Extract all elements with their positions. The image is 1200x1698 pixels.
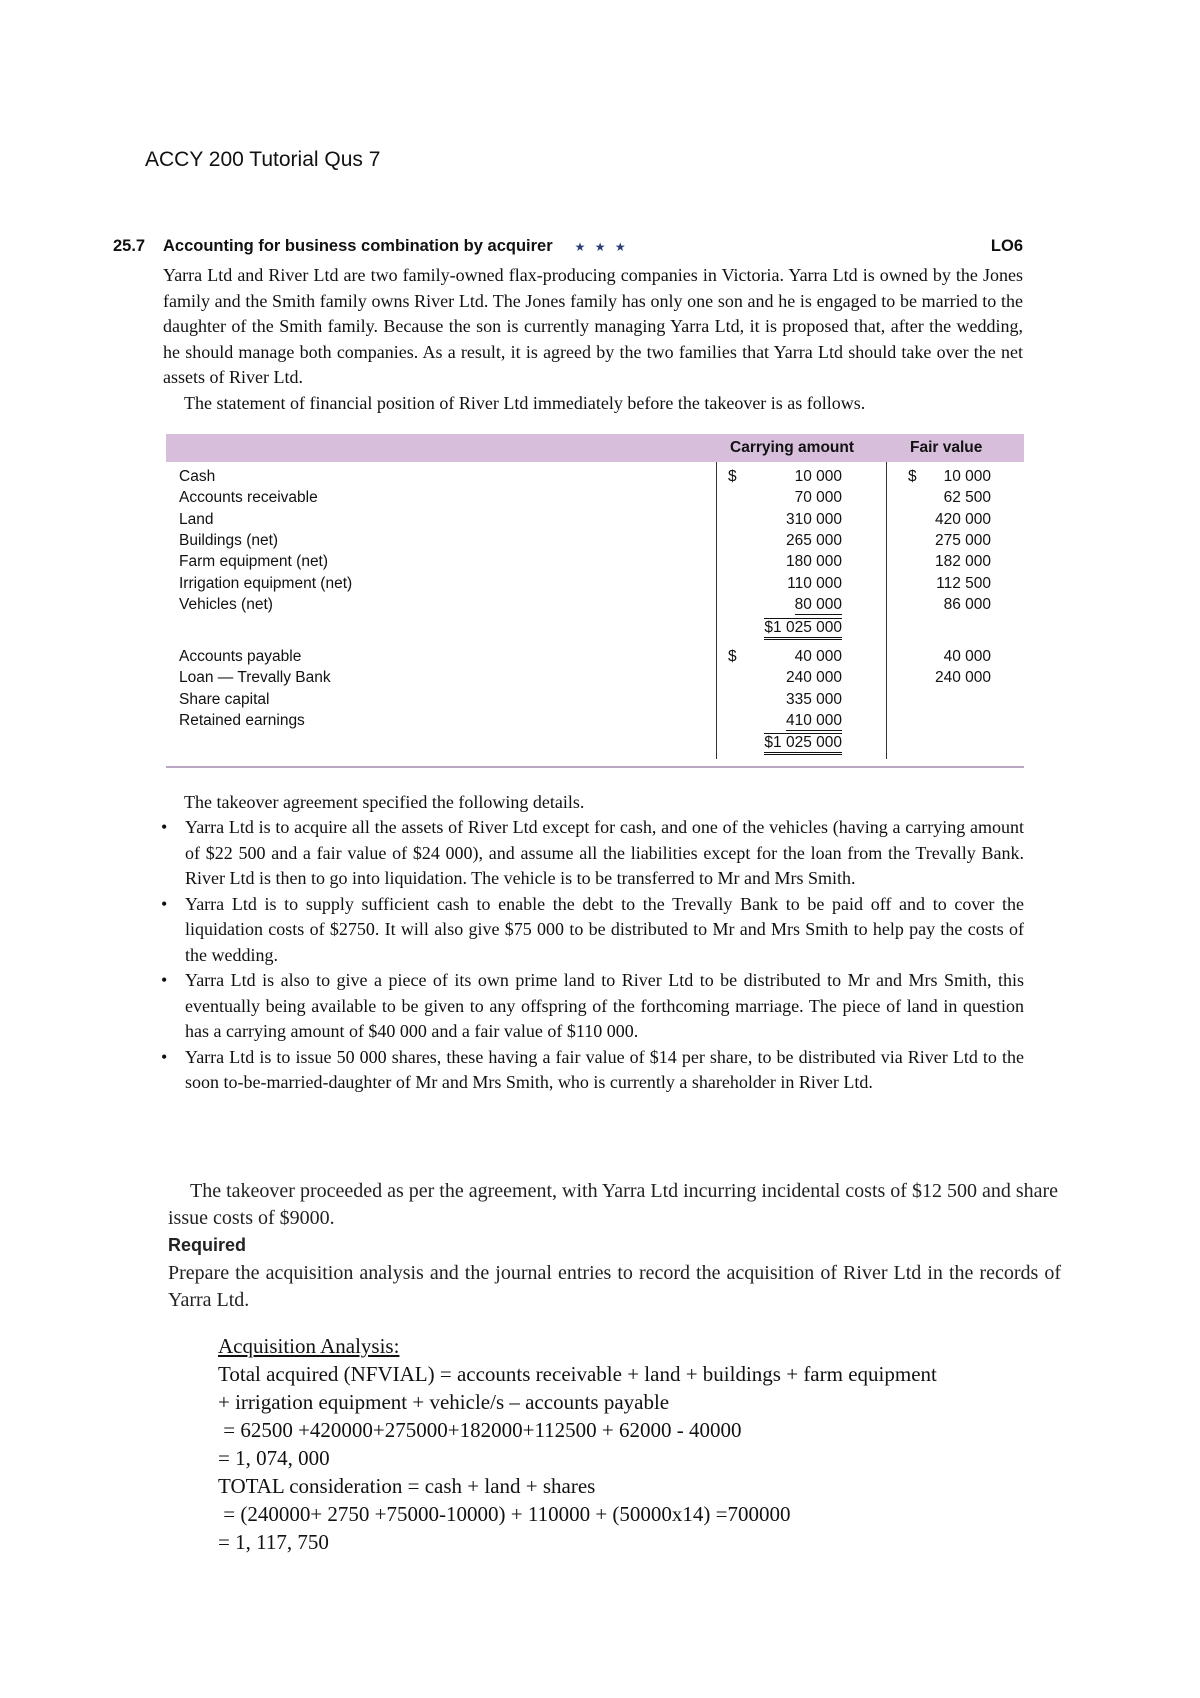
row-label: Land bbox=[179, 511, 214, 528]
carrying-value: 310 000 bbox=[785, 511, 842, 528]
fair-value: 86 000 bbox=[943, 596, 991, 613]
table-row bbox=[166, 712, 1024, 733]
question-title bbox=[163, 237, 629, 256]
carrying-value: 180 000 bbox=[785, 553, 842, 570]
carrying-value: 40 000 bbox=[794, 648, 842, 665]
list-item: • Yarra Ltd is to acquire all the assets of River Ltd except for cash, and one of the vehicles (having a carrying amount of $22 500 and a fair value of $24 000), and assume all the liabilities except for the loan from the Trevally Bank. River Ltd is then to go into liquidation. The vehicle is to be transferred to Mr and Mrs Smith. bbox=[158, 815, 1024, 892]
carrying-value: 80 000 bbox=[794, 596, 842, 613]
fair-value: 420 000 bbox=[934, 511, 991, 528]
row-label: Irrigation equipment (net) bbox=[179, 575, 353, 592]
carrying-value: 335 000 bbox=[785, 691, 842, 708]
row-label: Accounts receivable bbox=[179, 489, 318, 506]
question-header bbox=[113, 237, 1023, 261]
answer-line: = 62500 +420000+275000+182000+112500 + 62000 - 40000 bbox=[218, 1418, 742, 1442]
answer-line: = (240000+ 2750 +75000-10000) + 110000 + (50000x14) =700000 bbox=[218, 1502, 791, 1526]
carrying-value: 265 000 bbox=[785, 532, 842, 549]
question-intro: Yarra Ltd and River Ltd are two family-owned flax-producing companies in Victoria. Yarra Ltd is owned by the Jones family and the Smith family owns River Ltd. The Jones family has only one son and he is engaged to be married to the daughter of the Smith family. Because the son is currently managing Yarra Ltd, it is proposed that, after the wedding, he should manage both companies. As a result, it is agreed by the two families that Yarra Ltd should take over the net assets of River Ltd. bbox=[163, 265, 1023, 387]
equity-total: $1 025 000 bbox=[764, 733, 842, 755]
carrying-value: 240 000 bbox=[785, 669, 842, 686]
carrying-value: 110 000 bbox=[787, 575, 842, 592]
difficulty-stars-icon: ★ ★ ★ bbox=[574, 240, 629, 254]
table-row bbox=[166, 511, 1024, 532]
table-intro: The statement of financial position of River Ltd immediately before the takeover is as follows. bbox=[184, 393, 866, 413]
fair-value: 10 000 bbox=[943, 468, 991, 485]
answer-line: TOTAL consideration = cash + land + shares bbox=[218, 1474, 596, 1498]
currency-sign: $ bbox=[908, 468, 917, 485]
table-row bbox=[166, 489, 1024, 510]
table-header-band bbox=[166, 434, 1024, 462]
currency-sign: $ bbox=[728, 648, 737, 665]
table-row bbox=[166, 575, 1024, 596]
table-row bbox=[166, 468, 1024, 489]
required-text: Prepare the acquisition analysis and the journal entries to record the acquisition of River Ltd in the records of Yarra Ltd. bbox=[168, 1262, 1061, 1311]
table-row bbox=[166, 532, 1024, 553]
carrying-value: 70 000 bbox=[794, 489, 842, 506]
table-row bbox=[166, 691, 1024, 712]
learning-objective: LO6 bbox=[990, 237, 1023, 255]
table-row bbox=[166, 618, 1024, 639]
fair-value: 182 000 bbox=[934, 553, 991, 570]
table-bottom-rule bbox=[166, 766, 1024, 768]
row-label: Farm equipment (net) bbox=[179, 553, 329, 570]
row-label: Cash bbox=[179, 468, 216, 485]
fair-value: 240 000 bbox=[934, 669, 991, 686]
required-heading: Required bbox=[168, 1235, 247, 1255]
fair-value: 112 500 bbox=[936, 575, 991, 592]
question-number: 25.7 bbox=[113, 237, 146, 255]
row-label: Share capital bbox=[179, 691, 270, 708]
list-item: • Yarra Ltd is to issue 50 000 shares, these having a fair value of $14 per share, to be distributed via River Ltd to the soon to-be-married-daughter of Mr and Mrs Smith, who is currently a shareholder in River Ltd. bbox=[158, 1045, 1024, 1096]
asset-total: $1 025 000 bbox=[764, 618, 842, 640]
row-label: Buildings (net) bbox=[179, 532, 279, 549]
table-row bbox=[166, 669, 1024, 690]
takeover-proceeded-text: The takeover proceeded as per the agreement, with Yarra Ltd incurring incidental costs of $12 500 and share issue costs of $9000. bbox=[168, 1180, 1059, 1229]
header-carrying-amount: Carrying amount bbox=[730, 439, 855, 456]
table-row bbox=[166, 596, 1024, 617]
answer-heading: Acquisition Analysis: bbox=[218, 1334, 400, 1358]
answer-line: = 1, 117, 750 bbox=[218, 1530, 329, 1554]
document-title: ACCY 200 Tutorial Qus 7 bbox=[145, 148, 381, 171]
answer-line: Total acquired (NFVIAL) = accounts receivable + land + buildings + farm equipment bbox=[218, 1362, 937, 1386]
table-row bbox=[166, 553, 1024, 574]
answer-line: + irrigation equipment + vehicle/s – accounts payable bbox=[218, 1390, 670, 1414]
list-item: • Yarra Ltd is also to give a piece of its own prime land to River Ltd to be distributed to Mr and Mrs Smith, this eventually being available to be given to any offspring of the forthcoming marriage. The piece of land in question has a carrying amount of $40 000 and a fair value of $110 000. bbox=[158, 968, 1024, 1045]
row-label: Vehicles (net) bbox=[179, 596, 273, 613]
financial-position-table bbox=[166, 434, 1024, 771]
row-label: Loan — Trevally Bank bbox=[179, 669, 331, 686]
header-fair-value: Fair value bbox=[910, 439, 983, 456]
fair-value: 40 000 bbox=[943, 648, 991, 665]
fair-value: 62 500 bbox=[943, 489, 991, 506]
question-title-text: Accounting for business combination by acquirer bbox=[163, 237, 553, 255]
currency-sign: $ bbox=[728, 468, 737, 485]
agreement-bullet-list bbox=[158, 815, 1024, 1096]
fair-value: 275 000 bbox=[934, 532, 991, 549]
list-item: • Yarra Ltd is to supply sufficient cash to enable the debt to the Trevally Bank to be paid off and to cover the liquidation costs of $2750. It will also give $75 000 to be distributed to Mr and Mrs Smith to help pay the costs of the wedding. bbox=[158, 892, 1024, 969]
table-row bbox=[166, 733, 1024, 754]
row-label: Retained earnings bbox=[179, 712, 305, 729]
carrying-value: 10 000 bbox=[794, 468, 842, 485]
row-label: Accounts payable bbox=[179, 648, 302, 665]
carrying-value: 410 000 bbox=[785, 712, 842, 729]
agreement-intro: The takeover agreement specified the following details. bbox=[184, 792, 585, 812]
answer-line: = 1, 074, 000 bbox=[218, 1446, 330, 1470]
table-row bbox=[166, 648, 1024, 669]
